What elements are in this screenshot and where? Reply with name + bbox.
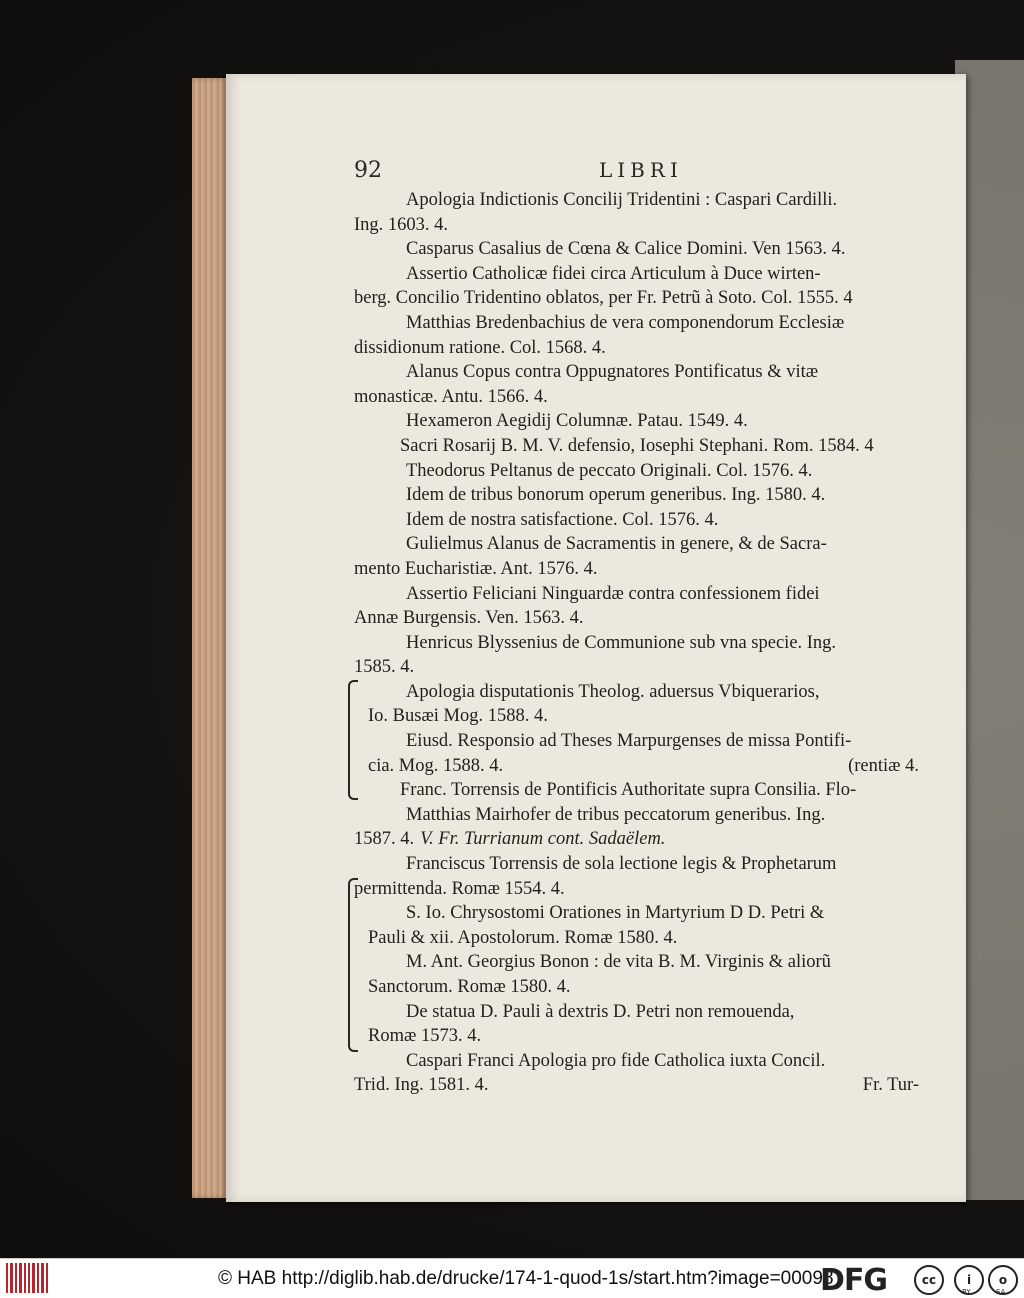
- entry-line: [354, 1000, 919, 1025]
- entry-text: Io. Busæi Mog. 1588. 4.: [368, 706, 548, 727]
- entry-text: Assertio Feliciani Ninguardæ contra confessionem fidei: [406, 583, 820, 604]
- entry-text: cia. Mog. 1588. 4.: [368, 755, 504, 776]
- entry-line: [354, 434, 919, 459]
- entry-line: [354, 704, 919, 729]
- entry-line: [354, 950, 919, 975]
- entry-text: permittenda. Romæ 1554. 4.: [354, 878, 565, 899]
- entry-text: De statua D. Pauli à dextris D. Petri non remouenda,: [406, 1001, 795, 1022]
- entry-text: Gulielmus Alanus de Sacramentis in genere, & de Sacra-: [406, 534, 827, 555]
- entry-line: [354, 803, 919, 828]
- entry-text: Romæ 1573. 4.: [368, 1026, 482, 1047]
- entry-line: [354, 286, 919, 311]
- entry-line: [354, 852, 919, 877]
- entry-line: [354, 606, 919, 631]
- entry-text: Theodorus Peltanus de peccato Originali. Col. 1576. 4.: [406, 460, 813, 481]
- running-head: LIBRI: [599, 158, 683, 182]
- entry-text: Matthias Bredenbachius de vera componendorum Ecclesiæ: [406, 312, 845, 333]
- entry-text: Alanus Copus contra Oppugnatores Pontificatus & vitæ: [406, 362, 819, 383]
- entry-line: [354, 827, 919, 852]
- entry-note: V. Fr. Turrianum cont. Sadaëlem.: [420, 829, 666, 850]
- page-header: [354, 158, 914, 188]
- by-label: BY: [962, 1288, 971, 1296]
- entry-text: Matthias Mairhofer de tribus peccatorum generibus. Ing.: [406, 804, 826, 825]
- viewer-footer: [0, 1258, 1024, 1298]
- entry-text: Ing. 1603. 4.: [354, 214, 449, 235]
- entry-line: [354, 680, 919, 705]
- entry-text: 1587. 4.: [354, 829, 415, 850]
- sa-label: SA: [996, 1288, 1006, 1296]
- permalink-text[interactable]: © HAB http://diglib.hab.de/drucke/174-1-quod-1s/start.htm?image=00098: [218, 1268, 834, 1289]
- entry-text: Hexameron Aegidij Columnæ. Patau. 1549. 4.: [406, 411, 748, 432]
- entry-line: [354, 975, 919, 1000]
- entry-text: S. Io. Chrysostomi Orationes in Martyrium D D. Petri &: [406, 903, 825, 924]
- entry-line: [354, 655, 919, 680]
- entry-line: [354, 1073, 919, 1098]
- entry-line: [354, 213, 919, 238]
- entry-line: [354, 409, 919, 434]
- entry-line: [354, 459, 919, 484]
- dfg-logo: DFG: [820, 1263, 888, 1298]
- entry-catchword: Fr. Tur-: [862, 1075, 919, 1096]
- entry-text: Idem de nostra satisfactione. Col. 1576. 4.: [406, 509, 719, 530]
- entry-line: [354, 1049, 919, 1074]
- entry-text: dissidionum ratione. Col. 1568. 4.: [354, 337, 606, 358]
- entry-text: Franciscus Torrensis de sola lectione legis & Prophetarum: [406, 854, 837, 875]
- entry-line: [354, 1024, 919, 1049]
- entry-text: Franc. Torrensis de Pontificis Authoritate supra Consilia. Flo-: [400, 780, 857, 801]
- bracket-2: [348, 878, 358, 1052]
- entry-line: [354, 385, 919, 410]
- entry-line: [354, 557, 919, 582]
- entry-text: Pauli & xii. Apostolorum. Romæ 1580. 4.: [368, 927, 678, 948]
- entry-line: [354, 483, 919, 508]
- entry-text: Sacri Rosarij B. M. V. defensio, Iosephi Stephani. Rom. 1584. 4: [400, 435, 874, 456]
- book-page: [226, 74, 966, 1202]
- entry-line: [354, 508, 919, 533]
- entry-text: Caspari Franci Apologia pro fide Catholica iuxta Concil.: [406, 1050, 826, 1071]
- entry-text: mento Eucharistiæ. Ant. 1576. 4.: [354, 558, 598, 579]
- by-icon: i: [954, 1265, 984, 1295]
- entry-text: Annæ Burgensis. Ven. 1563. 4.: [354, 608, 584, 629]
- entry-text: M. Ant. Georgius Bonon : de vita B. M. Virginis & aliorũ: [406, 952, 831, 973]
- entry-line: [354, 188, 919, 213]
- catalogue-entries: [354, 188, 919, 1098]
- entry-text: Idem de tribus bonorum operum generibus. Ing. 1580. 4.: [406, 485, 826, 506]
- entry-text: Apologia disputationis Theolog. aduersus Vbiquerarios,: [406, 681, 820, 702]
- entry-text: monasticæ. Antu. 1566. 4.: [354, 386, 548, 407]
- entry-line: [354, 729, 919, 754]
- entry-text: Casparus Casalius de Cœna & Calice Domini. Ven 1563. 4.: [406, 239, 846, 260]
- cc-icon: cc: [914, 1265, 944, 1295]
- entry-text: Sanctorum. Romæ 1580. 4.: [368, 977, 571, 997]
- entry-text: 1585. 4.: [354, 657, 415, 678]
- entry-text: Assertio Catholicæ fidei circa Articulum à Duce wirten-: [406, 263, 821, 284]
- entry-line: [354, 360, 919, 385]
- entry-catchword: (rentiæ 4.: [848, 755, 919, 776]
- entry-text: Trid. Ing. 1581. 4.: [354, 1075, 489, 1096]
- entry-line: [354, 237, 919, 262]
- entry-text: Henricus Blyssenius de Communione sub vna specie. Ing.: [406, 632, 837, 653]
- entry-line: [354, 582, 919, 607]
- entry-text: berg. Concilio Tridentino oblatos, per Fr. Petrũ à Soto. Col. 1555. 4: [354, 288, 853, 309]
- entry-line: [354, 901, 919, 926]
- entry-text: Eiusd. Responsio ad Theses Marpurgenses de missa Pontifi-: [406, 731, 852, 752]
- entry-line: [354, 532, 919, 557]
- entry-line: [354, 336, 919, 361]
- entry-line: [354, 926, 919, 951]
- entry-line: [354, 754, 919, 779]
- sa-icon: o: [988, 1265, 1018, 1295]
- entry-line: [354, 778, 919, 803]
- entry-line: [354, 311, 919, 336]
- entry-line: [354, 262, 919, 287]
- bracket-1: [348, 680, 358, 800]
- hab-logo: [6, 1263, 48, 1293]
- entry-line: [354, 631, 919, 656]
- page-edge: [192, 78, 228, 1198]
- cc-license-badge[interactable]: [912, 1262, 1024, 1296]
- folio-number: 92: [354, 158, 382, 183]
- entry-text: Apologia Indictionis Concilij Tridentini : Caspari Cardilli.: [406, 190, 838, 210]
- entry-line: [354, 877, 919, 902]
